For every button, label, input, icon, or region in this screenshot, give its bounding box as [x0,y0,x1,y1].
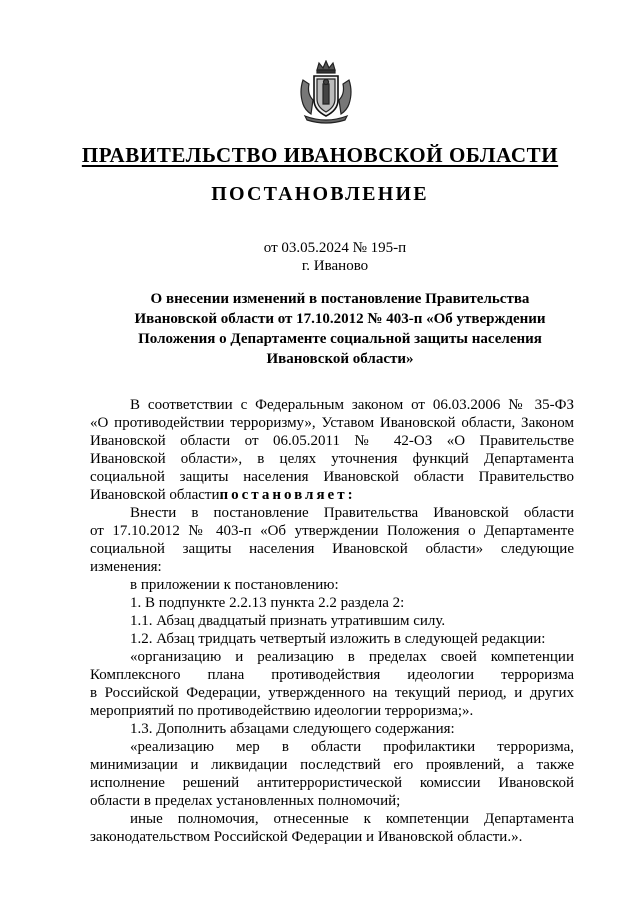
body-line: изменения: [90,559,162,575]
document-date-number: от 03.05.2024 № 195-п [263,240,407,256]
body-line: минимизации и ликвидации последствий его проявлений, а также [90,757,574,773]
body-line: «О противодействии терроризму», Уставом Ивановской области, Законом [90,415,574,431]
body-line: Ивановской области», в целях уточнения функций Департамента [90,451,574,467]
body-line: 1.1. Абзац двадцатый признать утратившим силу. [130,613,446,629]
body-line: от 17.10.2012 № 403-п «Об утверждении Положения о Департаменте [90,523,574,539]
coat-of-arms-emblem [297,60,355,124]
title-line: Положения о Департаменте социальной защиты населения [138,331,542,347]
document-city: г. Иваново [301,258,369,274]
body-line: в приложении к постановлению: [130,577,339,593]
title-line: Ивановской области» [266,351,414,367]
organization-name: ПРАВИТЕЛЬСТВО ИВАНОВСКОЙ ОБЛАСТИ [81,143,559,167]
body-line: Ивановской области [90,487,220,503]
document-type: ПОСТАНОВЛЕНИЕ [211,183,429,205]
body-line: законодательством Российской Федерации и Ивановской области.». [90,829,523,845]
body-line: 1. В подпункте 2.2.13 пункта 2.2 раздела 2: [130,595,405,611]
body-line: социальной защиты населения Ивановской области» следующие [90,541,574,557]
body-line: в Российской Федерации, утвержденного на текущий период, и других [90,685,574,701]
body-line-decree [90,486,574,504]
body-line: 1.2. Абзац тридцать четвертый изложить в следующей редакции: [130,631,546,647]
body-line: мероприятий по противодействию идеологии терроризма;». [90,703,474,719]
body-line: социальной защиты населения Ивановской области Правительство [90,469,574,485]
decree-word: постановляет: [219,487,356,503]
body-line: Комплексного плана противодействия идеологии терроризма [90,667,574,683]
body-line: В соответствии с Федеральным законом от 06.03.2006 № 35-ФЗ [130,397,574,413]
document-title [90,289,590,369]
body-line: исполнение решений антитеррористической комиссии Ивановской [90,775,574,791]
title-line: Ивановской области от 17.10.2012 № 403-п «Об утверждении [134,311,546,327]
body-line: Ивановской области от 06.05.2011 № 42-ОЗ «О Правительстве [90,433,574,449]
body-line: Внести в постановление Правительства Ивановской области [130,505,574,521]
body-line: «реализацию мер в области профилактики терроризма, [130,739,574,755]
body-line: области в пределах установленных полномочий; [90,793,401,809]
body-line: 1.3. Дополнить абзацами следующего содержания: [130,721,455,737]
title-line: О внесении изменений в постановление Правительства [150,291,530,307]
body-line: иные полномочия, отнесенные к компетенции Департамента [130,811,574,827]
body-line: «организацию и реализацию в пределах своей компетенции [130,649,574,665]
